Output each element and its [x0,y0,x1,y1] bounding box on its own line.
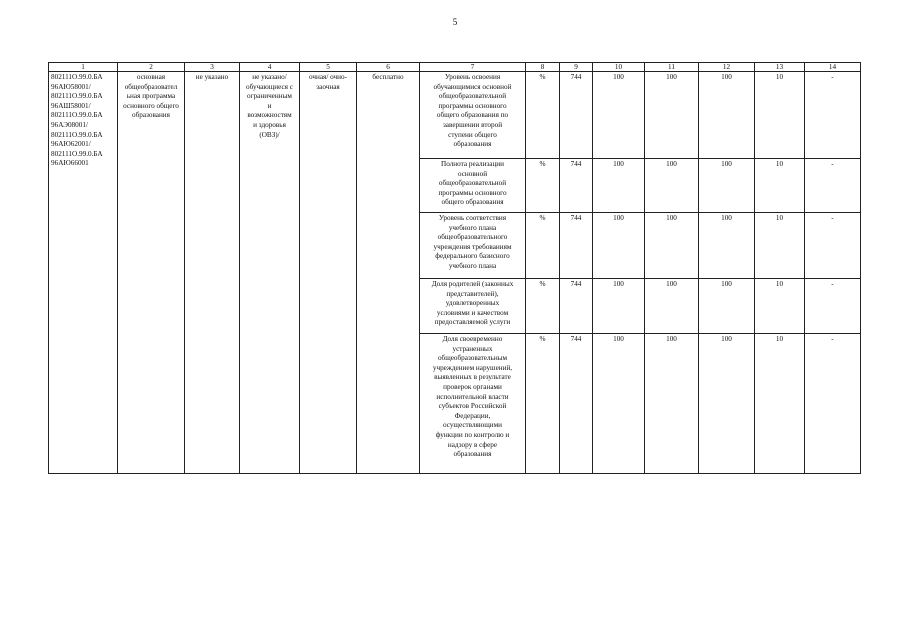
indicator-cell: Доля своевременно устраненных общеобразовательным учреждением нарушений, выявленных в результате проверок органами исполнительной власти субъектов Российской Федерации, осуществляющими функции по контролю и надзору в сфере образования [420,334,526,474]
column-header: 13 [755,63,805,72]
okei-code-cell: 744 [560,334,593,474]
indicator-cell: Полнота реализации основной общеобразовательной программы основного общего образования [420,159,526,213]
value-cell: 100 [645,159,699,213]
deviation-cell: 10 [755,334,805,474]
column-header: 7 [420,63,526,72]
column-header: 5 [300,63,357,72]
value-cell: 100 [699,72,755,159]
unit-cell: % [526,159,560,213]
dash-cell: - [805,213,861,279]
not-specified-cell: не указано [185,72,240,474]
unit-cell: % [526,213,560,279]
column-header: 12 [699,63,755,72]
okei-code-cell: 744 [560,159,593,213]
registry-codes-cell: 802111О.99.0.БА 96АЮ58001/ 802111О.99.0.БА 96АШ58001/ 802111О.99.0.БА 96АЭ08001/ 802111О.99.0.БА 96АЮ62001/ 802111О.99.0.БА 96АЮ66001 [49,72,118,474]
payment-cell: бесплатно [357,72,420,474]
column-header: 14 [805,63,861,72]
value-cell: 100 [593,334,645,474]
dash-cell: - [805,72,861,159]
header-row [49,63,861,72]
deviation-cell: 10 [755,279,805,334]
deviation-cell: 10 [755,213,805,279]
education-form-cell: очная/ очно- заочная [300,72,357,474]
column-header: 6 [357,63,420,72]
okei-code-cell: 744 [560,279,593,334]
value-cell: 100 [699,279,755,334]
column-header: 9 [560,63,593,72]
student-category-cell: не указано/ обучающиеся с ограниченным и возможностям и здоровья (ОВЗ)/ [240,72,300,474]
column-header: 2 [118,63,185,72]
value-cell: 100 [593,72,645,159]
okei-code-cell: 744 [560,72,593,159]
dash-cell: - [805,334,861,474]
page-number: 5 [452,17,458,27]
dash-cell: - [805,279,861,334]
value-cell: 100 [645,279,699,334]
indicator-cell: Уровень освоения обучающимися основной общеобразовательной программы основного общего образования по завершении второй ступени общего образования [420,72,526,159]
deviation-cell: 10 [755,72,805,159]
dash-cell: - [805,159,861,213]
value-cell: 100 [645,72,699,159]
unit-cell: % [526,72,560,159]
program-cell: основная общеобразовател ьная программа основного общего образования [118,72,185,474]
deviation-cell: 10 [755,159,805,213]
indicator-cell: Доля родителей (законных представителей), удовлетворенных условиями и качеством предоставляемой услуги [420,279,526,334]
value-cell: 100 [699,334,755,474]
column-header: 4 [240,63,300,72]
value-cell: 100 [645,213,699,279]
indicator-cell: Уровень соответствия учебного плана общеобразовательного учреждения требованиям федерального базисного учебного плана [420,213,526,279]
unit-cell: % [526,279,560,334]
table-row [49,72,861,159]
column-header: 1 [49,63,118,72]
okei-code-cell: 744 [560,213,593,279]
quality-indicators-table [48,62,861,474]
value-cell: 100 [593,213,645,279]
value-cell: 100 [593,159,645,213]
value-cell: 100 [699,213,755,279]
value-cell: 100 [645,334,699,474]
column-header: 11 [645,63,699,72]
column-header: 8 [526,63,560,72]
column-header: 3 [185,63,240,72]
value-cell: 100 [699,159,755,213]
column-header: 10 [593,63,645,72]
value-cell: 100 [593,279,645,334]
unit-cell: % [526,334,560,474]
